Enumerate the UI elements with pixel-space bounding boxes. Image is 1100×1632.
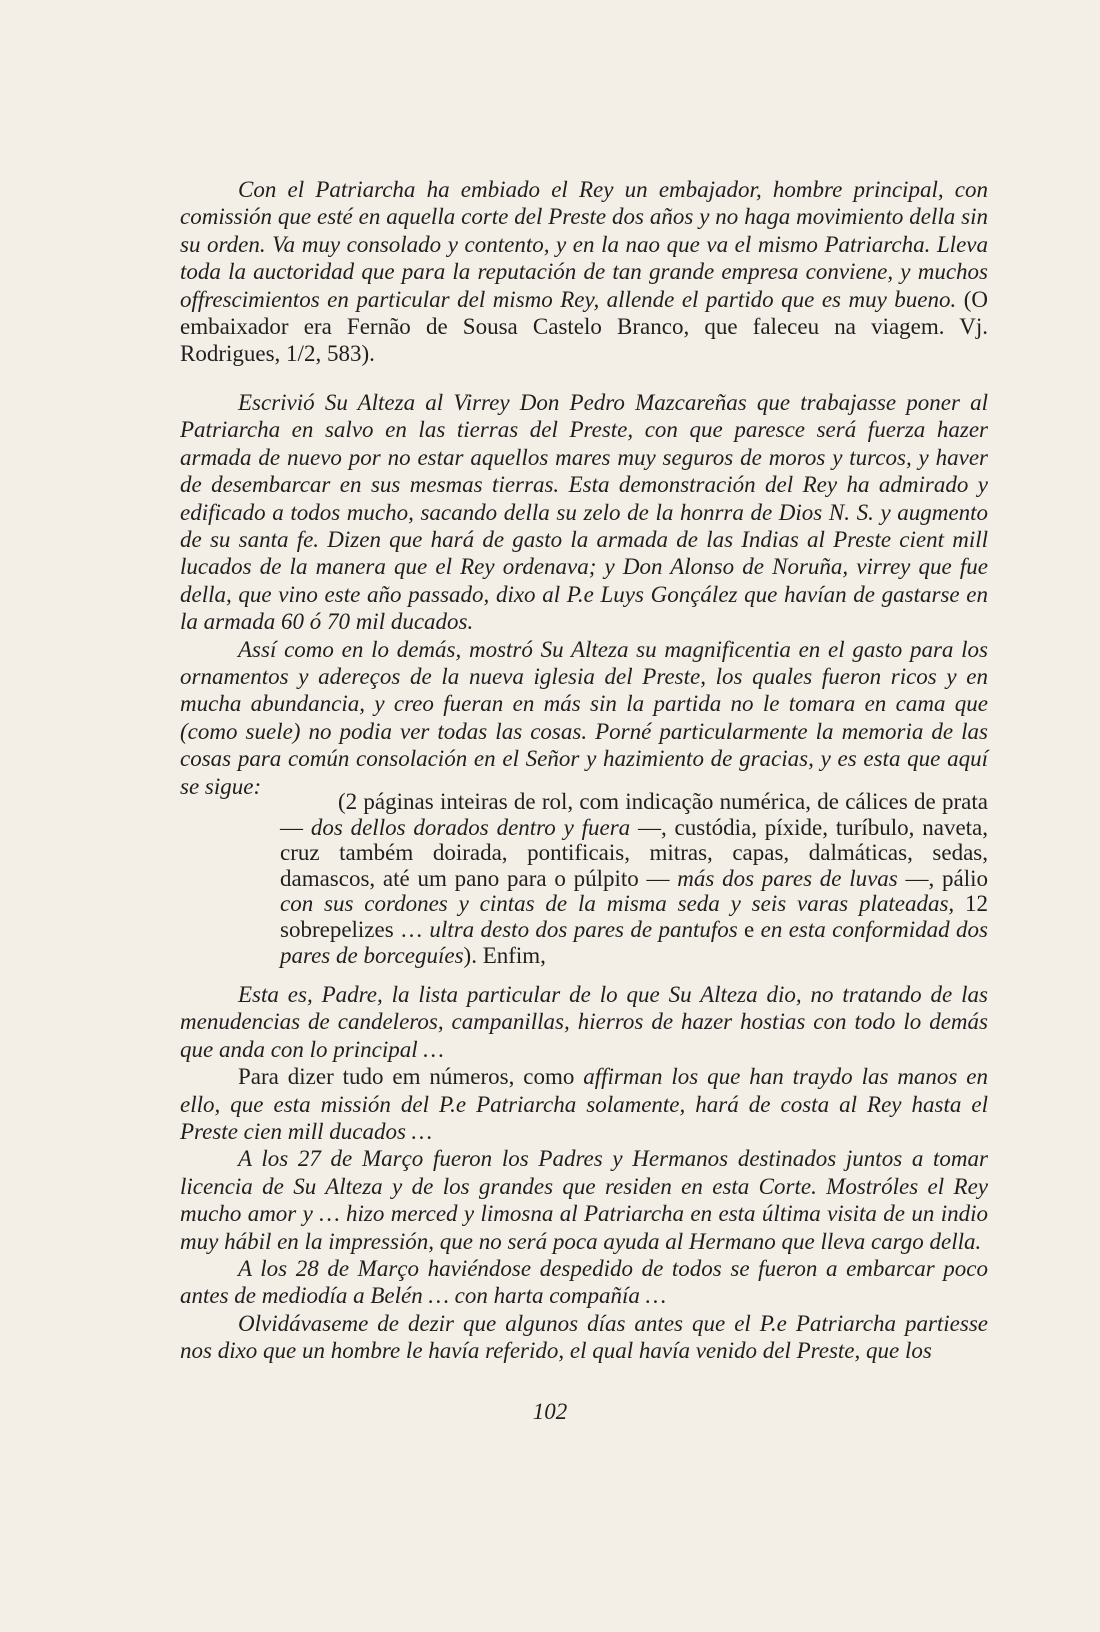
paragraph-27-marco <box>180 1145 988 1255</box>
paragraph-olvidavaseme <box>180 1310 988 1365</box>
inventory-paragraph <box>280 789 988 968</box>
italic-text: ultra desto dos pares de pantufos <box>429 916 738 942</box>
spanish-quote-text: A los 27 de Março fueron los Padres y Hermanos destinados juntos a tomar licencia de Su Alteza y de los grandes que residen en esta Corte. Mostróles el Rey mucho amor y … hizo merced y limosna al Patriarcha en esta última visita de un indio muy hábil en la impressión, que no será poca ayuda al Hermano que lleva cargo della. <box>180 1146 988 1254</box>
paragraph-embassador <box>180 176 988 368</box>
text-block-lista <box>180 981 988 1365</box>
text-block-embassador <box>180 176 988 368</box>
italic-text: en esta conformidad dos pares de borceguíes <box>280 916 988 968</box>
roman-text: —, pálio <box>897 865 988 891</box>
italic-text: affirman los que han traydo las manos en ello, que esta missión del P.e Patriarcha solamente, hará de costa al Rey hasta el Preste cien mill ducados … <box>180 1064 988 1145</box>
spanish-quote-text: Esta es, Padre, la lista particular de lo que Su Alteza dio, no tratando de las menudencias de candeleros, campanillas, hierros de hazer hostias con todo lo demás que anda con lo principal … <box>180 982 988 1062</box>
spanish-quote-text: Olvidávaseme de dezir que algunos días antes que el P.e Patriarcha partiesse nos dixo que un hombre le havía referido, el qual havía venido del Preste, que los <box>180 1310 988 1364</box>
text-block-virrey <box>180 389 988 800</box>
spanish-quote-text: A los 28 de Março haviéndose despedido de todos se fueron a embarcar poco antes de mediodía a Belén … con harta compañía … <box>180 1256 988 1309</box>
italic-text: con sus cordones y cintas de la misma seda y seis varas plateadas, <box>280 891 955 917</box>
spanish-quote-text: Assí como en lo demás, mostró Su Alteza su magnificentia en el gasto para los ornamentos y adereços de la nueva iglesia del Preste, los quales fueron ricos y en mucha abundancia, y creo fueran en más sin la partida no le tomara en cama que (como suele) no podia ver todas las cosas. Porné particularmente la memoria de las cosas para común consolación en el Señor y hazimiento de gracias, y es esta que aquí se sigue: <box>180 636 988 799</box>
page-number: 102 <box>532 1399 568 1424</box>
inventory-note <box>280 789 988 968</box>
paragraph-virrey <box>180 389 988 636</box>
italic-text: dos dellos dorados dentro y fuera <box>310 814 631 840</box>
paragraph-numeros <box>180 1063 988 1145</box>
roman-text: e <box>737 916 761 942</box>
roman-text: Para dizer tudo em números, como <box>238 1064 584 1090</box>
spanish-quote-text: Escrivió Su Alteza al Virrey Don Pedro Mazcareñas que trabajasse poner al Patriarcha en salvo en las tierras del Preste, con que paresce será fuerza hazer armada de nuevo por no estar aquellos mares muy seguros de moros y turcos, y haver de desembarcar en sus mesmas tierras. Esta demonstración del Rey ha admirado y edificado a todos mucho, sacando della su zelo de la honrra de Dios N. S. y augmento de su santa fe. Dizen que hará de gasto la armada de las Indias al Preste cient mill lucados de la manera que el Rey ordenava; y Don Alonso de Noruña, virrey que fue della, que vino este año passado, dixo al P.e Luys Gonçález que havían de gastarse en la armada 60 ó 70 mil ducados. <box>180 390 988 635</box>
roman-text: 12 sobrepelizes … <box>280 891 988 942</box>
paragraph-28-marco <box>180 1255 988 1310</box>
paragraph-ornamentos <box>180 636 988 800</box>
italic-text: más dos pares de luvas <box>677 865 898 891</box>
paragraph-lista <box>180 981 988 1063</box>
roman-text: (2 páginas inteiras de rol, com indicação numérica, de cálices de prata — <box>280 789 988 840</box>
roman-text: —, custódia, píxide, turíbulo, naveta, cruz também doirada, pontificais, mitras, capas, dalmáticas, sedas, damascos, até um pano para o púlpito — <box>280 814 989 891</box>
roman-text: ). Enfim, <box>463 942 546 968</box>
spanish-quote-text: Con el Patriarcha ha embiado el Rey un embajador, hombre principal, con comissión que esté en aquella corte del Preste dos años y no haga movimiento della sin su orden. Va muy consolado y contento, y en la nao que va el mismo Patriarcha. Lleva toda la auctoridad que para la reputación de tan grande empresa conviene, y muchos offrescimientos en particular del mismo Rey, allende el partido que es muy bueno. <box>180 177 988 312</box>
portuguese-note-text: (O embaixador era Fernão de Sousa Castelo Branco, que faleceu na viagem. Vj. Rodrigues, 1/2, 583). <box>180 286 989 367</box>
